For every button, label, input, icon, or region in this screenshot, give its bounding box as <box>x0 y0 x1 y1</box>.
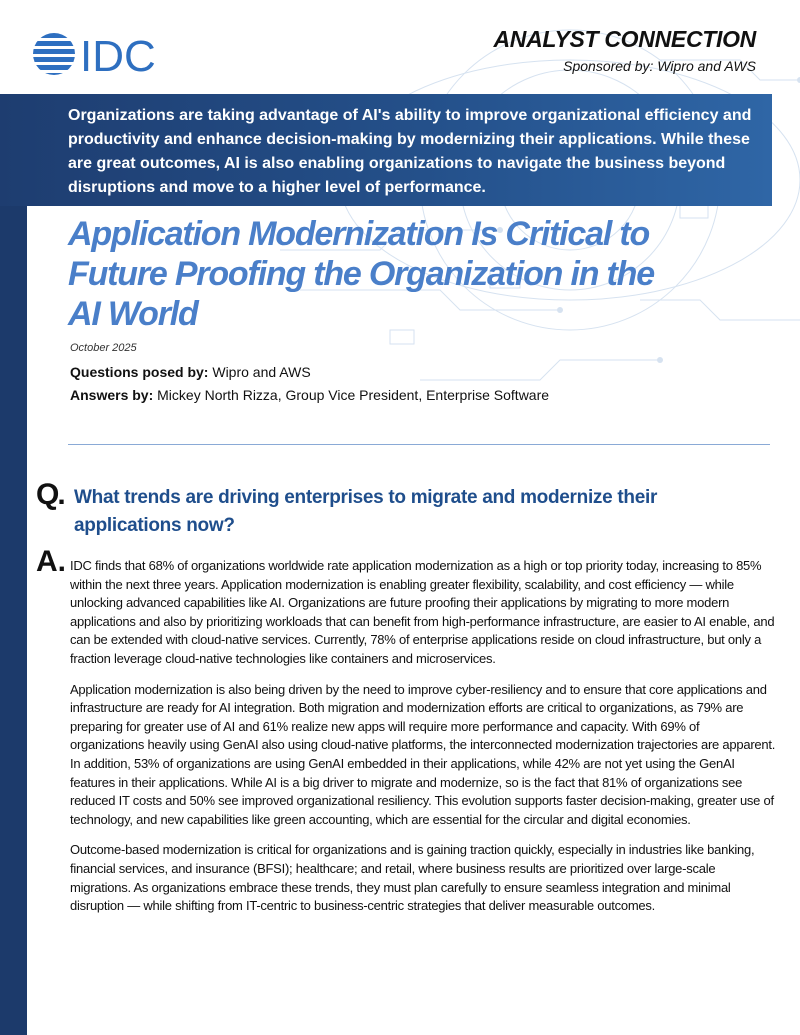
left-accent-bar <box>0 94 27 1035</box>
answers-by-label: Answers by: <box>70 387 154 403</box>
questions-posed-value: Wipro and AWS <box>212 364 311 380</box>
questions-posed-label: Questions posed by: <box>70 364 209 380</box>
answer-marker: A. <box>36 545 66 578</box>
banner-text: Organizations are taking advantage of AI's ability to improve organizational efficiency and productivity and enhance decision-making by modernizing their applications. While these are great outcomes, AI is also enabling organizations to navigate the business beyond disruptions and move to a higher level of performance. <box>68 107 752 196</box>
summary-banner <box>0 94 772 206</box>
publication-date: October 2025 <box>70 342 137 354</box>
section-divider <box>68 444 770 445</box>
sponsored-by: Sponsored by: Wipro and AWS <box>563 58 756 74</box>
title-line: Application Modernization Is Critical to <box>68 215 650 253</box>
answer-paragraph: IDC finds that 68% of organizations worldwide rate application modernization as a high or top priority today, increasing to 85% within the next three years. Application modernization is enabling greater flexibility, scalability, and cost efficiency — while unlocking advanced capabilities like AI. Organizations are future proofing their applications by migrating to more modern applications and also by prioritizing workloads that can benefit from high-performance infrastructure, are easier to AI enable, and can be extended with cloud-native services. Currently, 78% of enterprise applications reside on cloud infrastructure, but only a fraction leverage cloud-native technologies like containers and microservices. <box>70 558 775 666</box>
page-title <box>68 214 708 334</box>
answers-by-line <box>70 387 549 403</box>
report-type-label: ANALYST CONNECTION <box>493 26 756 52</box>
answer-paragraph: Outcome-based modernization is critical for organizations and is gaining traction quickly, especially in industries like banking, financial services, and insurance (BFSI); healthcare; and retail, where business results are prioritized over large-scale migrations. As organizations embrace these trends, they must plan carefully to ensure seamless integration and minimal disruption — while shifting from IT-centric to business-centric strategies that deliver measurable outcomes. <box>70 842 755 914</box>
question-marker: Q. <box>36 478 64 511</box>
logo-text: IDC <box>80 32 156 78</box>
title-line: AI World <box>68 295 198 333</box>
idc-logo <box>32 30 174 78</box>
question-text: What trends are driving enterprises to migrate and modernize their applications now? <box>74 487 658 536</box>
title-line: Future Proofing the Organization in the <box>68 255 654 293</box>
answer-body <box>70 557 776 928</box>
answer-paragraph: Application modernization is also being driven by the need to improve cyber-resiliency and to ensure that core applications and infrastructure are ready for AI integration. Both migration and modernization efforts are critical to organizations, as 79% are preparing for greater use of AI and 61% realize new apps will require more performance and capacity. With 69% of organizations heavily using GenAI also using cloud-native platforms, the interconnected modernization trajectories are apparent. In addition, 53% of organizations are using GenAI embedded in their applications, while 42% are not yet using the GenAI features in their applications. While AI is a big driver to migrate and modernize, so is the fact that 81% of organizations see reduced IT costs and 50% see improved organizational resiliency. This evolution supports faster decision-making, greater use of technology, and new capabilities like green accounting, which are essential for the circular and digital economies. <box>70 681 776 827</box>
questions-posed-line <box>70 364 311 380</box>
answers-by-value: Mickey North Rizza, Group Vice President, Enterprise Software <box>157 387 550 403</box>
